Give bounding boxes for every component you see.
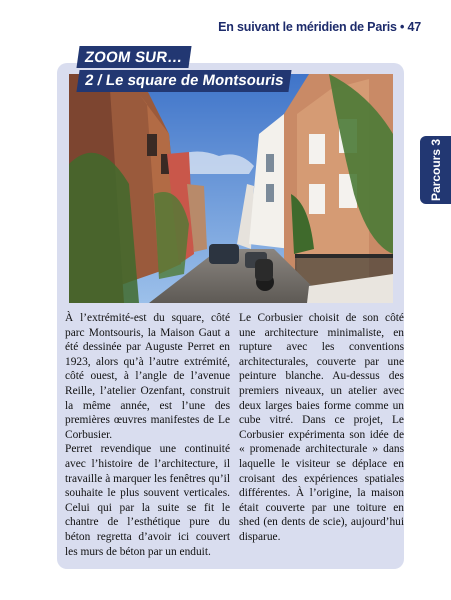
zoom-header	[78, 46, 290, 92]
zoom-title: 2 / Le square de Montsouris	[76, 70, 291, 92]
text-column-left	[65, 311, 230, 559]
side-tab	[420, 136, 451, 204]
paragraph-perret: Perret revendique une continuité avec l’histoire de l’architecture, il travaille à marquer les fenêtres qu’il souhaite le plus souvent verticales. Celui qui par la suite se fit le chantre de l’esthétique pure du béton regretta d’avoir ici couvert les murs de béton par un enduit.	[65, 443, 230, 558]
paragraph-maison-gaut: À l’extrémité-est du square, côté parc Montsouris, la Maison Gaut a été dessinée par Auguste Perret en 1923, alors qu’à l’autre extrémité, côté ouest, à l’angle de l’avenue Reille, l’atelier Ozenfant, construit la même année, est l’une des premières œuvres manifestes de Le Corbusier.	[65, 312, 230, 441]
text-column-right	[239, 311, 404, 545]
side-tab-label: Parcours 3	[428, 138, 443, 202]
running-head: En suivant le méridien de Paris • 47	[218, 20, 421, 34]
zoom-label: ZOOM SUR…	[76, 46, 191, 68]
paragraph-le-corbusier: Le Corbusier choisit de son côté une architecture minimaliste, en rupture avec les conventions architecturales, couverte par une peinture blanche. Au-dessus des premiers niveaux, un atelier avec deux larges baies forme comme un cube vitré. Dans ce projet, Le Corbusier expérimenta son idée de « promenade architecturale » dans laquelle le visiteur se déplace en croisant des expériences spatiales différentes. À l’origine, la maison était couverte par une toiture en shed (en dents de scie), aujourd’hui disparue.	[239, 312, 404, 543]
street-photo	[69, 74, 393, 303]
